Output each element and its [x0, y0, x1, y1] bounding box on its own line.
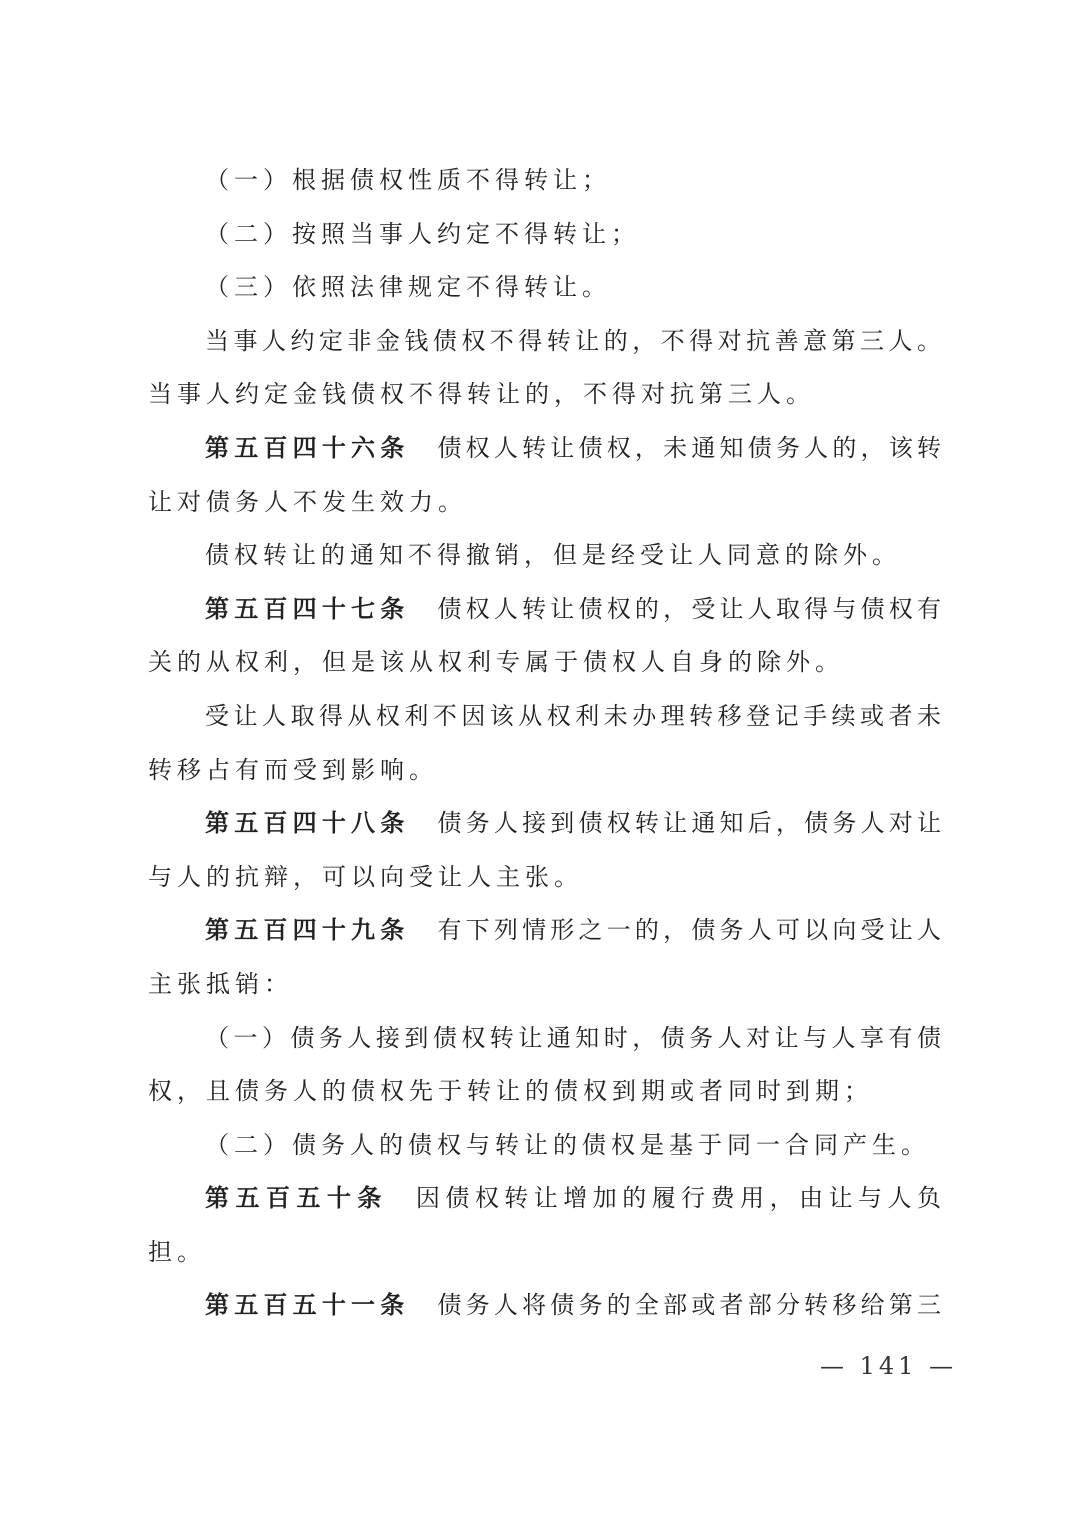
article-548-line [148, 801, 941, 855]
paragraph-line: 转移占有而受到影响。 [148, 755, 438, 784]
document-body [148, 158, 941, 1337]
article-text: 债务人接到债权转让通知后，债务人对让 [437, 809, 942, 838]
article-number: 第五百四十六条 [205, 433, 410, 462]
article-text: 有下列情形之一的，债务人可以向受让人 [437, 916, 942, 945]
paragraph-line: （一）债务人接到债权转让通知时，债务人对让与人享有债 [205, 1023, 941, 1052]
paragraph-line: （二）按照当事人约定不得转让； [205, 219, 640, 248]
article-547-line [148, 587, 941, 641]
article-number: 第五百五十一条 [205, 1291, 410, 1320]
article-number: 第五百四十七条 [205, 594, 410, 623]
article-number: 第五百五十条 [205, 1184, 388, 1213]
paragraph-line: （三）依照法律规定不得转让。 [205, 273, 611, 302]
article-text: 债权人转让债权，未通知债务人的，该转 [437, 433, 942, 462]
article-546-line [148, 426, 941, 480]
article-text: 债权人转让债权的，受让人取得与债权有 [437, 594, 942, 623]
article-551-line [148, 1283, 941, 1337]
paragraph-line: 主张抵销： [148, 969, 293, 998]
paragraph-line: （二）债务人的债权与转让的债权是基于同一合同产生。 [205, 1130, 930, 1159]
article-number: 第五百四十九条 [205, 916, 410, 945]
article-text: 因债权转让增加的履行费用，由让与人负 [415, 1184, 942, 1213]
article-549-line [148, 908, 941, 962]
paragraph-line: 与人的抗辩，可以向受让人主张。 [148, 862, 583, 891]
paragraph-line: 受让人取得从权利不因该从权利未办理转移登记手续或者未 [205, 701, 941, 730]
paragraph-line: 权，且债务人的债权先于转让的债权到期或者同时到期； [148, 1077, 873, 1106]
paragraph-line: 当事人约定非金钱债权不得转让的，不得对抗善意第三人。 [205, 326, 941, 355]
paragraph-line: 关的从权利，但是该从权利专属于债权人自身的除外。 [148, 648, 844, 677]
page-number: — 141 — [820, 1352, 958, 1380]
article-550-line [148, 1176, 941, 1230]
paragraph-line: 当事人约定金钱债权不得转让的，不得对抗第三人。 [148, 380, 815, 409]
article-text: 债务人将债务的全部或者部分转移给第三 [437, 1291, 942, 1320]
paragraph-line: （一）根据债权性质不得转让； [205, 166, 611, 194]
article-number: 第五百四十八条 [205, 809, 410, 838]
paragraph-line: 债权转让的通知不得撤销，但是经受让人同意的除外。 [205, 541, 901, 570]
paragraph-line: 让对债务人不发生效力。 [148, 487, 467, 516]
paragraph-line: 担。 [148, 1237, 206, 1266]
